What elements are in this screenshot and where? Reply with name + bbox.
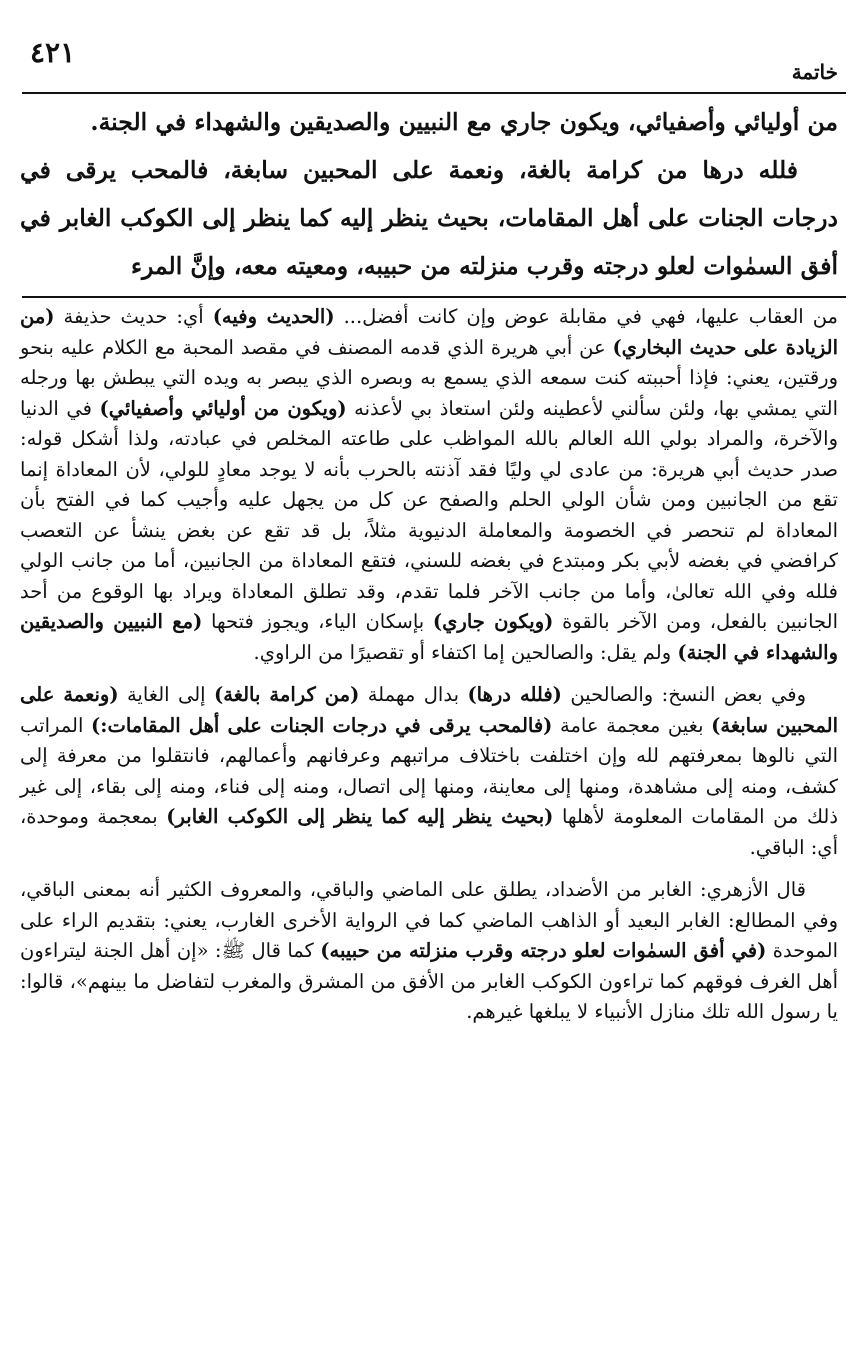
commentary-text: من العقاب عليها، فهي في مقابلة عوض وإن كانت أفضل... xyxy=(334,305,838,328)
commentary-text: بإسكان الياء، ويجوز فتحها xyxy=(202,610,433,633)
quoted-matn: (ونعمة على المحبين سابغة) xyxy=(20,683,838,737)
commentary xyxy=(20,302,838,1028)
running-head: خاتمة xyxy=(791,60,838,84)
main-paragraph: من أوليائي وأصفيائي، ويكون جاري مع النبيين والصديقين والشهداء في الجنة. xyxy=(90,108,838,136)
commentary-text: إلى الغاية xyxy=(118,683,215,706)
page-number: ٤٢١ xyxy=(30,36,76,69)
quoted-matn: (ويكون من أوليائي وأصفيائي) xyxy=(99,396,347,420)
quoted-matn: (ويكون جاري) xyxy=(432,610,554,633)
header-rule xyxy=(22,92,846,94)
commentary-text: ولم يقل: والصالحين إما اكتفاء أو تقصيرًا من الراوي. xyxy=(253,640,678,664)
commentary-paragraph xyxy=(20,302,838,668)
commentary-paragraph xyxy=(20,680,838,863)
commentary-text: بمعجمة وموحدة، أي: الباقي. xyxy=(20,805,838,859)
quoted-matn: (بحيث ينظر إليه كما ينظر إلى الكوكب الغابر) xyxy=(166,805,554,828)
commentary-paragraph xyxy=(20,875,838,1028)
main-text xyxy=(20,98,838,290)
quoted-matn: (فلله درها) xyxy=(467,683,562,706)
quoted-matn: (الحديث وفيه) xyxy=(212,305,335,328)
commentary-text: أي: حديث حذيفة xyxy=(54,305,213,328)
commentary-text: المراتب التي نالوها بمعرفتهم لله وإن اختلفت باختلاف مراتبهم وعرفانهم وأعمالهم، فانتقلوا من معرفة إلى كشف، ومنه إلى مشاهدة، ومنها إلى معاينة، ومنها إلى اتصال، ومنه إلى فناء، ومنه إلى بقاء، إلى غير ذلك من المقامات المعلومة لأهلها xyxy=(20,713,838,828)
commentary-text: كما قال ﷺ: «إن أهل الجنة ليتراءون أهل الغرف فوقهم كما تراءون الكوكب الغابر من الأفق من المشرق والمغرب لتفاضل ما بينهم»، قالوا: يا رسول الله تلك منازل الأنبياء لا يبلغها غيرهم. xyxy=(20,939,838,1023)
commentary-text: بدال مهملة xyxy=(359,683,468,706)
commentary-text: بغين معجمة عامة xyxy=(552,713,712,737)
commentary-text: في الدنيا والآخرة، والمراد بولي الله العالم بالله المواظب على طاعته المخلص في عبادته، ولذا أشكل قوله: صدر حديث أبي هريرة: من عادى لي وليًا فقد آذنته بالحرب بأنه لا يوجد معادٍ للولي، لأن المعاداة إنما تقع من الجانبين ومن شأن الولي الحلم والصفح عن كل من يجهل عليه وأجيب كما في الفتح بأن المعاداة لم تنحصر في الخصومة والمعاملة الدنيوية مثلاً، بل قد تقع عن بغض ينشأ عن التعصب كرافضي في بغضه لأبي بكر ومبتدع في بغضه للسني، فتقع المعاداة من الجانبين، أما من جانب الولي فلله وفي الله تعالىٰ، وأما من جانب الآخر فلما تقدم، وقد تطلق المعاداة ويراد بها الوقوع من أحد الجانبين بالفعل، ومن الآخر بالقوة xyxy=(20,396,838,633)
commentary-text: قال الأزهري: الغابر من الأضداد، يطلق على الماضي والباقي، والمعروف الكثير أنه بمعنى الباقي، وفي المطالع: الغابر البعيد أو الذاهب الماضي كما في الرواية الأخرى الغارب، يعني: بتقديم الراء على الموحدة xyxy=(20,878,838,962)
quoted-matn: (من كرامة بالغة) xyxy=(214,683,360,706)
commentary-text: عن أبي هريرة الذي قدمه المصنف في مقصد المحبة مع الكلام عليه بنحو ورقتين، يعني: فإذا أحببته كنت سمعه الذي يسمع به وبصره الذي يبصر به ويده التي يبطش بها ورجله التي يمشي بها، ولئن سألني لأعطينه ولئن استعاذ بي لأعذنه xyxy=(20,335,838,420)
quoted-matn: (من الزيادة على حديث البخاري) xyxy=(20,305,839,359)
commentary-text: وفي بعض النسخ: والصالحين xyxy=(561,683,806,706)
main-paragraph: فلله درها من كرامة بالغة، ونعمة على المحبين سابغة، فالمحب يرقى في درجات الجنات على أهل المقامات، بحيث ينظر إليه كما ينظر إلى الكوكب الغابر في أفق السمٰوات لعلو درجته وقرب منزلته من حبيبه، ومعيته معه، وإنَّ المرء xyxy=(20,156,838,280)
quoted-matn: (في أفق السمٰوات لعلو درجته وقرب منزلته من حبيبه) xyxy=(320,939,767,962)
quoted-matn: (فالمحب يرقى في درجات الجنات على أهل المقامات:) xyxy=(91,713,553,737)
section-divider xyxy=(22,296,846,298)
quoted-matn: (مع النبيين والصديقين والشهداء في الجنة) xyxy=(20,610,838,664)
